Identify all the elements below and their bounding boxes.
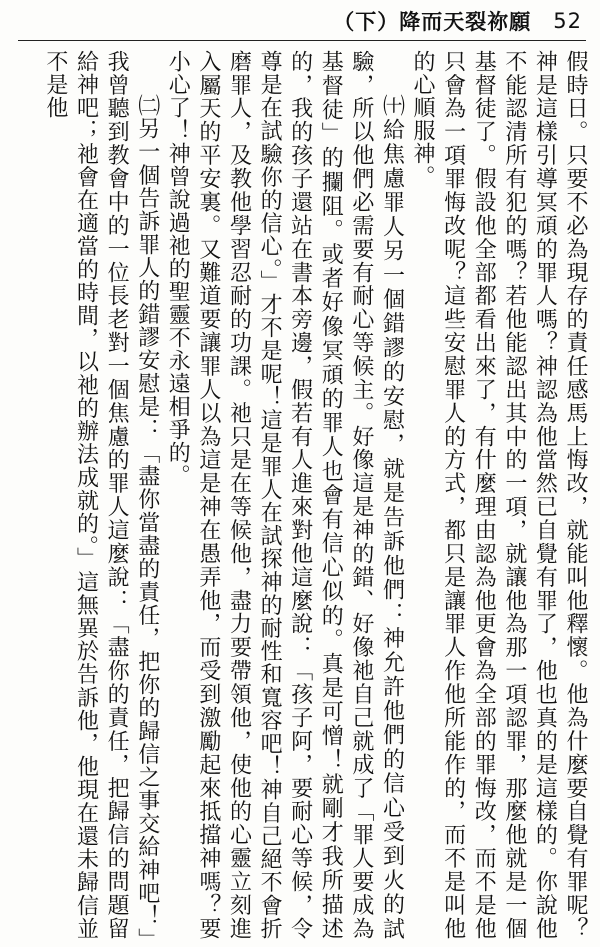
running-header (330, 6, 582, 36)
paragraph-continued: 假時日。只要不必為現存的責任感馬上悔改，就能叫他釋懷。他為什麼要自覺有罪呢？神是這樣引導冥頑的罪人嗎？神認為他當然已自覺有罪了，他也真的是這樣的。你說他不能認清所有犯的嗎？若他能認出其中的一項，就讓他為那一項認罪，那麼他就是一個基督徒了。假設他全部都看出來了，有什麼理由認為他更會為全部的罪悔改，而不是他只會為一項罪悔改呢？這些安慰罪人的方式，都只是讓罪人作他所能作的，而不是叫他的心順服神。 (410, 50, 588, 940)
page-number: 52 (553, 9, 582, 33)
running-title: （下）降而天裂祢願 (333, 9, 532, 34)
body-text (8, 50, 590, 940)
header-rule (18, 40, 586, 41)
paragraph-point-11: ㈡另一個告訴罪人的錯謬安慰是：「盡你當盡的責任，把你的歸信之事交給神吧！」我曾聽到教會中的一位長老對一個焦慮的罪人這麼說：「盡你的責任，把歸信的問題留給神吧；祂會在適當的時間，以祂的辦法成就的。」這無異於告訴他，他現在還未歸信並不是他 (42, 50, 160, 940)
paragraph-point-10: ㈩給焦慮罪人另一個錯謬的安慰，就是告訴他們：神允許他們的信心受到火的試驗，所以他們必需要有耐心等候主。好像這是神的錯、好像祂自己就成了「罪人要成為基督徒」的攔阻。或者好像冥頑的罪人也會有信心似的。真是可憎！就剛才我所描述的，我的孩子還站在書本旁邊，假若有人進來對他這麼說：「孩子阿，要耐心等候，令尊是在試驗你的信心。」才不是呢！這是罪人在試探神的耐性和寬容吧！神自己絕不會折磨罪人，及教他學習忍耐的功課。祂只是在等候他，盡力要帶領他，使他的心靈立刻進入屬天的平安裏。又難道要讓罪人以為這是神在愚弄他，而受到激勵起來抵擋神嗎？要小心了！神曾說過祂的聖靈不永遠相爭的。 (165, 50, 405, 940)
